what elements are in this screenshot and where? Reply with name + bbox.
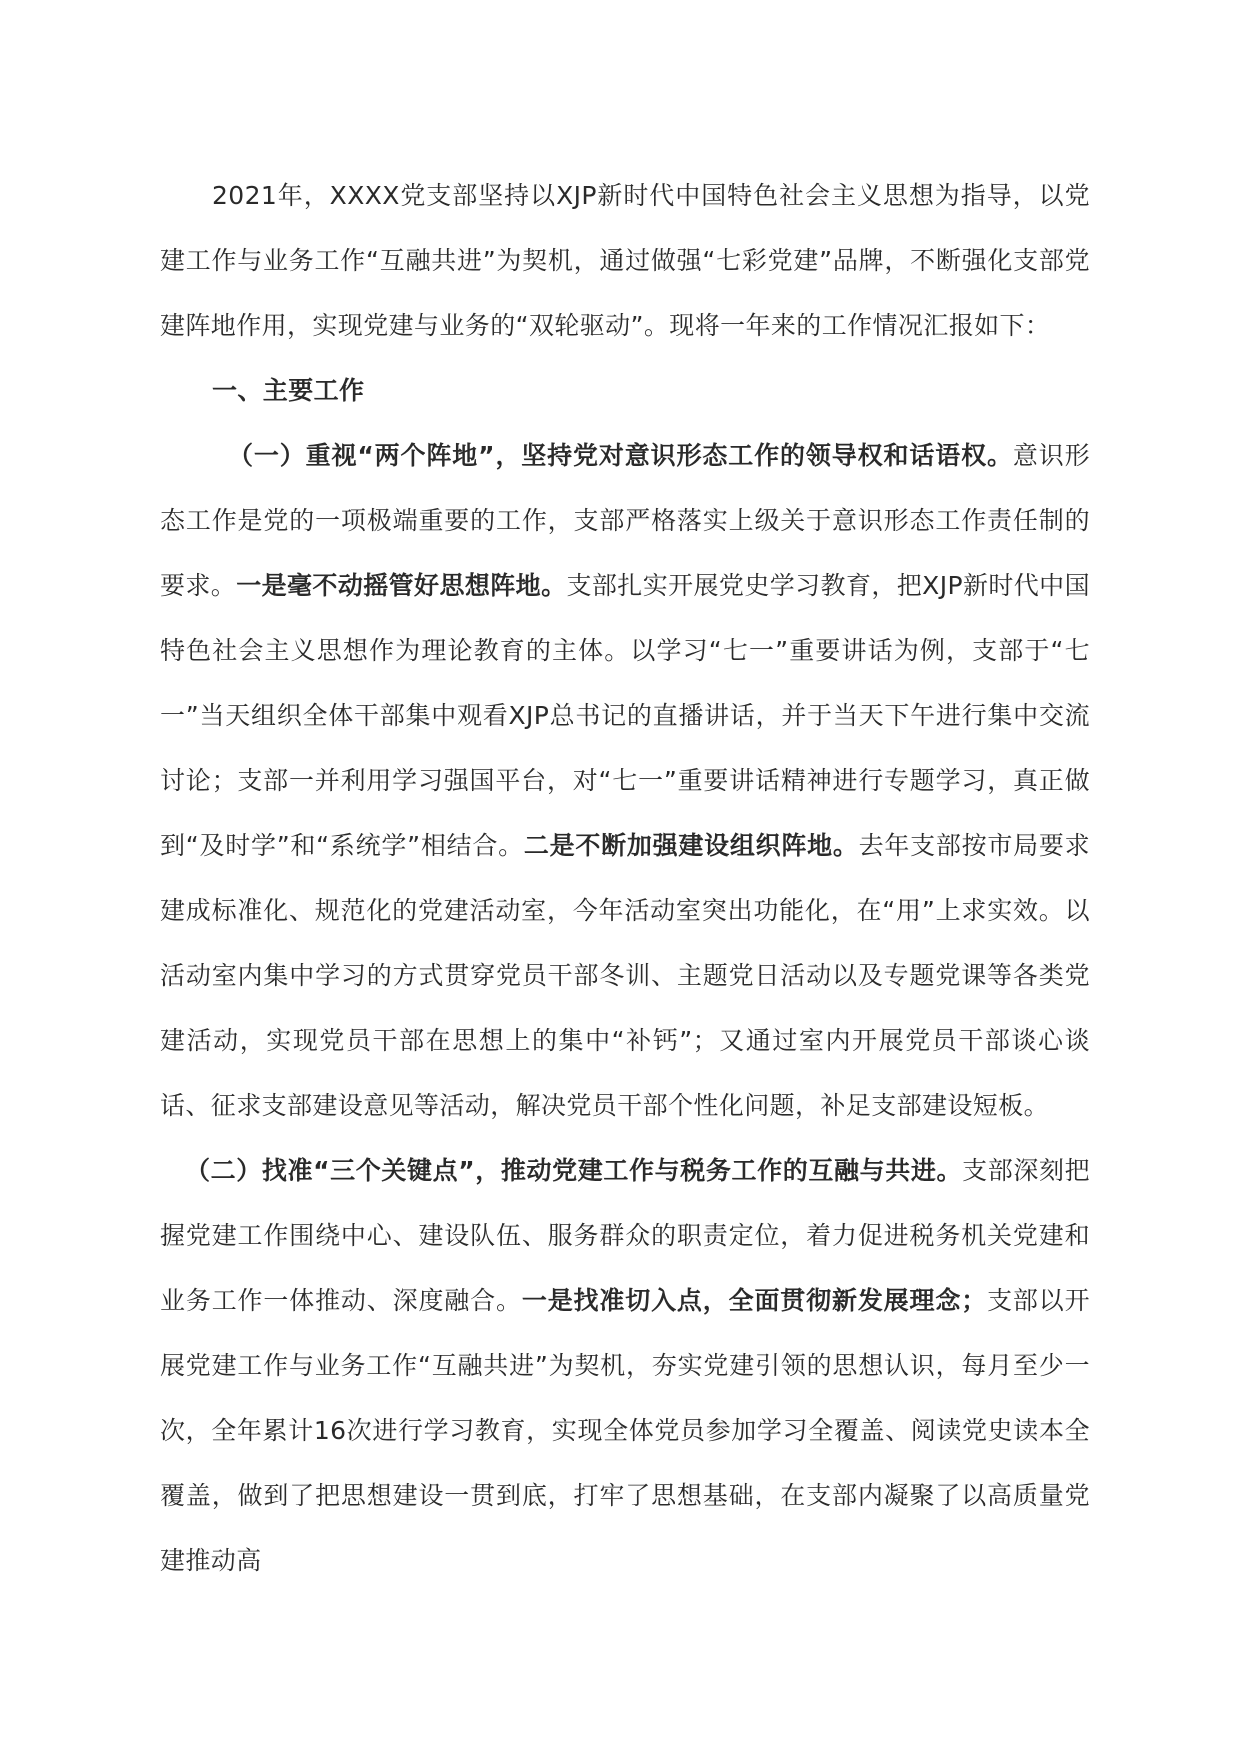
subsection-1-title: （一）重视“两个阵地”，坚持党对意识形态工作的领导权和话语权。 xyxy=(228,441,1013,470)
subsection-2-point-1: 一是找准切入点，全面贯彻新发展理念； xyxy=(521,1286,987,1315)
subsection-1-point-1: 一是毫不动摇管好思想阵地。 xyxy=(236,571,567,600)
intro-paragraph xyxy=(160,163,1090,358)
subsection-1-paragraph xyxy=(160,423,1090,1138)
subsection-2-title: （二）找准“三个关键点”，推动党建工作与税务工作的互融与共进。 xyxy=(185,1156,963,1185)
subsection-1-point-2: 二是不断加强建设组织阵地。 xyxy=(523,831,859,860)
subsection-2-paragraph xyxy=(160,1138,1090,1593)
section-heading-text: 一、主要工作 xyxy=(212,376,365,405)
document-body xyxy=(160,163,1090,1593)
subsection-2-text-1: 支部深刻把握党建工作围绕中心、建设队伍、服务群众的职责定位，着力促进税务机关党建和业务工作一体推动、深度融合。 xyxy=(160,1156,1090,1315)
subsection-1-text-3: 去年支部按市局要求建成标准化、规范化的党建活动室，今年活动室突出功能化，在“用”上求实效。以活动室内集中学习的方式贯穿党员干部冬训、主题党日活动以及专题党课等各类党建活动，实现党员干部在思想上的集中“补钙”；又通过室内开展党员干部谈心谈话、征求支部建设意见等活动，解决党员干部个性化问题，补足支部建设短板。 xyxy=(160,831,1090,1120)
section-heading-main-work xyxy=(160,358,1090,423)
subsection-1-text-1: 意识形态工作是党的一项极端重要的工作，支部严格落实上级关于意识形态工作责任制的要求。 xyxy=(160,441,1091,600)
intro-text: 2021年，XXXX党支部坚持以XJP新时代中国特色社会主义思想为指导，以党建工作与业务工作“互融共进”为契机，通过做强“七彩党建”品牌，不断强化支部党建阵地作用，实现党建与业务的“双轮驱动”。现将一年来的工作情况汇报如下： xyxy=(160,181,1090,340)
subsection-1-text-2: 支部扎实开展党史学习教育，把XJP新时代中国特色社会主义思想作为理论教育的主体。以学习“七一”重要讲话为例，支部于“七一”当天组织全体干部集中观看XJP总书记的直播讲话，并于当天下午进行集中交流讨论；支部一并利用学习强国平台，对“七一”重要讲话精神进行专题学习，真正做到“及时学”和“系统学”相结合。 xyxy=(160,571,1090,860)
subsection-2-text-2: 支部以开展党建工作与业务工作“互融共进”为契机，夯实党建引领的思想认识，每月至少一次，全年累计16次进行学习教育，实现全体党员参加学习全覆盖、阅读党史读本全覆盖，做到了把思想建设一贯到底，打牢了思想基础，在支部内凝聚了以高质量党建推动高 xyxy=(160,1286,1091,1575)
